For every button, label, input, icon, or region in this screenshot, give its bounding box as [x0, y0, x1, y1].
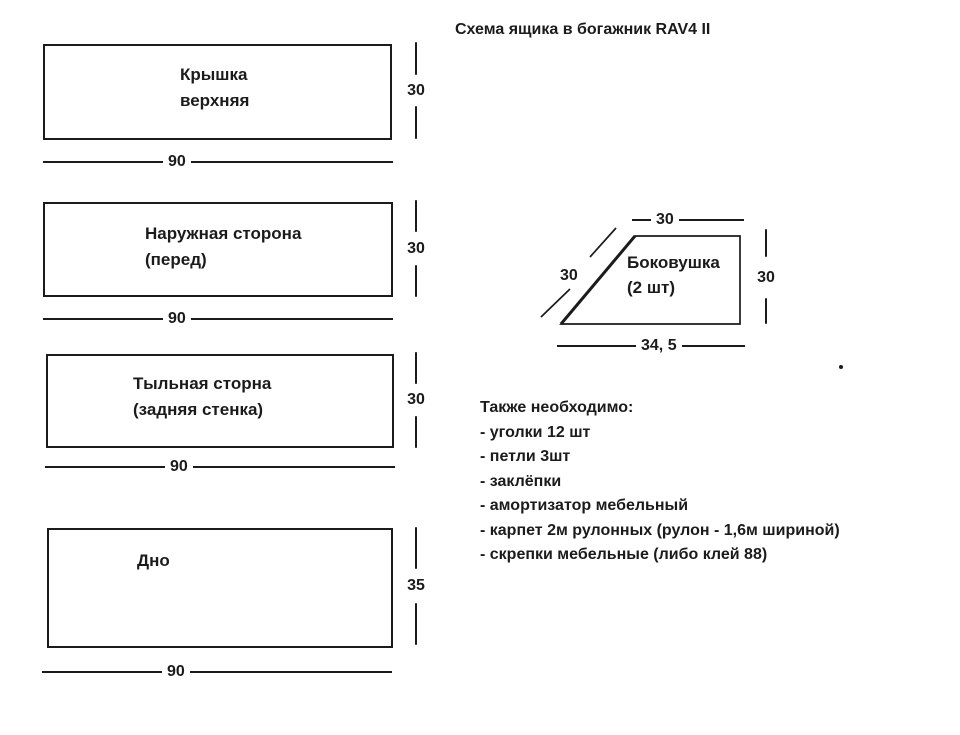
dim-line [682, 345, 745, 347]
side-piece-label-line: Боковушка [627, 253, 720, 272]
notes-heading: Также необходимо: [480, 399, 634, 416]
panel-label-line: Тыльная сторна [133, 374, 272, 393]
dim-line [43, 161, 163, 163]
dim-line [45, 466, 165, 468]
stray-dot [839, 365, 843, 369]
page-title: Схема ящика в богажник RAV4 II [455, 21, 711, 38]
dim-tick [415, 42, 417, 75]
notes-item: - заклёпки [480, 472, 562, 490]
side-piece-bottom-dim [557, 336, 745, 356]
panel-back-side-width-dim [45, 457, 395, 477]
dim-tick [415, 265, 417, 297]
height-dim-value: 30 [407, 239, 425, 257]
dim-tick [415, 416, 417, 448]
top-dim-value: 30 [656, 211, 674, 228]
side-piece-right-dim [750, 229, 782, 324]
notes-item: - карпет 2м рулонных (рулон - 1,6м шириной) [480, 521, 840, 539]
panel-top-lid-width-dim [43, 152, 393, 172]
notes-item: - петли 3шт [480, 448, 571, 465]
dim-line [42, 671, 162, 673]
panel-bottom-width-dim [42, 662, 392, 682]
panel-bottom-rect [47, 528, 393, 648]
slant-dim-dash [541, 289, 570, 317]
panel-label-line: Дно [137, 551, 170, 570]
panel-label-line: (перед) [145, 250, 207, 269]
panel-label-line: Наружная сторона [145, 224, 302, 243]
dim-tick [415, 352, 417, 384]
width-dim-value: 90 [167, 663, 185, 680]
notes-item: - амортизатор мебельный [480, 497, 689, 514]
panel-back-side-label [133, 371, 271, 423]
panel-front-side-height-dim [398, 200, 434, 297]
panel-label-line: верхняя [180, 91, 250, 110]
bottom-dim-value: 34, 5 [641, 337, 677, 354]
dim-tick [415, 603, 417, 645]
panel-label-line: Крышка [180, 65, 248, 84]
panel-top-lid-label [180, 62, 249, 114]
dim-tick [765, 298, 767, 324]
panel-front-side-width-dim [43, 309, 393, 329]
side-piece-label-line: (2 шт) [627, 278, 675, 297]
panel-front-side-label [145, 221, 301, 273]
side-piece-top-dim [632, 210, 744, 230]
height-dim-value: 30 [407, 391, 425, 408]
notes-item: - уголки 12 шт [480, 423, 591, 441]
slant-dim-dash [590, 228, 616, 257]
notes-item: - скрепки мебельные (либо клей 88) [480, 546, 768, 563]
dim-tick [415, 527, 417, 569]
panel-bottom-height-dim [398, 527, 434, 645]
notes-block [480, 396, 845, 568]
height-dim-value: 30 [407, 81, 425, 99]
dim-line [679, 219, 744, 221]
dim-line [632, 219, 651, 221]
slant-dim-value: 30 [560, 267, 578, 284]
dim-line [557, 345, 636, 347]
dim-tick [415, 106, 417, 139]
panel-back-side-height-dim [398, 352, 434, 448]
width-dim-value: 90 [170, 458, 188, 475]
dim-line [191, 318, 393, 320]
right-dim-value: 30 [757, 268, 775, 286]
width-dim-value: 90 [168, 310, 186, 327]
dim-line [190, 671, 392, 673]
height-dim-value: 35 [407, 577, 425, 594]
width-dim-value: 90 [168, 153, 186, 170]
dim-tick [765, 229, 767, 257]
dim-line [193, 466, 395, 468]
dim-line [43, 318, 163, 320]
dim-tick [415, 200, 417, 232]
panel-top-lid-height-dim [398, 42, 434, 139]
panel-label-line: (задняя стенка) [133, 400, 264, 419]
side-piece-label [627, 250, 720, 300]
panel-bottom-label [137, 548, 170, 574]
dim-line [191, 161, 393, 163]
